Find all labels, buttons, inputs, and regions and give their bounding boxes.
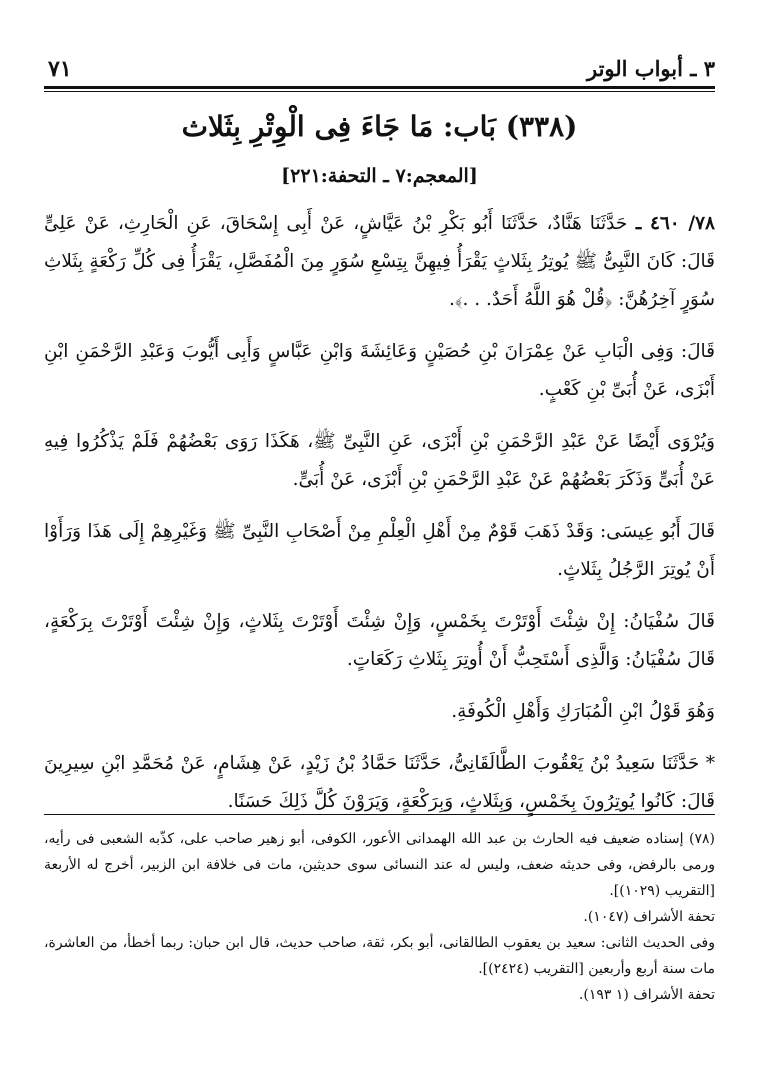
hadith-number: ٧٨/ ٤٦٠ ـ xyxy=(627,213,715,234)
footnotes xyxy=(44,826,715,1008)
commentary-paragraph: قَالَ: وَفِى الْبَابِ عَنْ عِمْرَانَ بْنِ حُصَيْنٍ وَعَائِشَةَ وَابْنِ عَبَّاسٍ وَأَبِى أَيُّوبَ وَعَبْدِ الرَّحْمَنِ ابْنِ أَبْزَى، عَنْ أُبَىِّ بْنِ كَعْبٍ. xyxy=(44,341,715,400)
footnote: (٧٨) إسناده ضعيف فيه الحارث بن عبد الله الهمدانى الأعور، الكوفى، أبو زهير صاحب على، كذّبه الشعبى فى رأيه، ورمى بالرفض، وفى حديثه ضعف، وليس له عند النسائى سوى حديثين، مات فى خلافة ابن الزبير، أخرج له الأربعة [التقريب (١٠٢٩)]. xyxy=(44,831,715,899)
commentary-paragraph: وَهُوَ قَوْلُ ابْنِ الْمُبَارَكِ وَأَهْلِ الْكُوفَةِ. xyxy=(451,701,715,722)
footnote: تحفة الأشراف (١ ١٩٣). xyxy=(578,987,715,1003)
commentary-paragraph: وَيُرْوَى أَيْضًا عَنْ عَبْدِ الرَّحْمَنِ بْنِ أَبْزَى، عَنِ النَّبِىِّ ﷺ، هَكَذَا رَوَى بَعْضُهُمْ فَلَمْ يَذْكُرُوا فِيهِ عَنْ أُبَىٍّ وَذَكَرَ بَعْضُهُمْ عَنْ عَبْدِ الرَّحْمَنِ بْنِ أَبْزَى، عَنْ أُبَىٍّ. xyxy=(44,431,715,490)
page-number: ٧١ xyxy=(48,56,72,82)
reference-line: [المعجم:٧ ـ التحفة:٢٢١] xyxy=(281,165,478,187)
hadith-paragraph: * حَدَّثَنَا سَعِيدُ بْنُ يَعْقُوبَ الطَّالَقَانِىُّ، حَدَّثَنَا حَمَّادُ بْنُ زَيْدٍ، عَنْ هِشَامٍ، عَنْ مُحَمَّدِ ابْنِ سِيرِينَ قَالَ: كَانُوا يُوتِرُونَ بِخَمْسٍ، وَبِثَلاثٍ، وَبِرَكْعَةٍ، وَيَرَوْنَ كُلَّ ذَلِكَ حَسَنًا. xyxy=(44,753,715,812)
footnote: تحفة الأشراف (١٠٤٧). xyxy=(583,909,715,925)
commentary-paragraph: قَالَ أَبُو عِيسَى: وَقَدْ ذَهَبَ قَوْمٌ مِنْ أَهْلِ الْعِلْمِ مِنْ أَصْحَابِ النَّبِىِّ ﷺ وَغَيْرِهِمْ إِلَى هَذَا وَرَأَوْا أَنْ يُوتِرَ الرَّجُلُ بِثَلاثٍ. xyxy=(44,521,715,580)
page-header xyxy=(44,52,715,86)
main-text xyxy=(44,205,715,835)
footnote: وفى الحديث الثانى: سعيد بن يعقوب الطالقانى، أبو بكر، ثقة، صاحب حديث، قال ابن حبان: ربما أخطأ، من العاشرة، مات سنة أربع وأربعين [التقريب (٢٤٢٤)]. xyxy=(44,935,715,977)
chapter-title: (٣٣٨) بَاب: مَا جَاءَ فِى الْوِتْرِ بِثَلاث xyxy=(181,110,578,143)
hadith-paragraph xyxy=(44,205,715,319)
header-rule xyxy=(44,86,715,92)
commentary-paragraph: قَالَ سُفْيَانُ: إِنْ شِئْتَ أَوْتَرْتَ بِخَمْسٍ، وَإِنْ شِئْتَ أَوْتَرْتَ بِثَلاثٍ، وَإِنْ شِئْتَ أَوْتَرْتَ بِرَكْعَةٍ، قَالَ سُفْيَانُ: وَالَّذِى أَسْتَحِبُّ أَنْ أُوتِرَ بِثَلاثِ رَكَعَاتٍ. xyxy=(44,611,715,670)
hadith-text: حَدَّثَنَا هَنَّادٌ، حَدَّثَنَا أَبُو بَكْرِ بْنُ عَيَّاشٍ، عَنْ أَبِى إِسْحَاقَ، عَنِ الْحَارِثِ، عَنْ عَلِىٍّ قَالَ: كَانَ النَّبِىُّ ﷺ يُوتِرُ بِثَلاثٍ يَقْرَأُ فِيهِنَّ بِتِسْعِ سُوَرٍ مِنَ الْمُفَصَّلِ، يَقْرَأُ فِى كُلِّ رَكْعَةٍ بِثَلاثِ سُوَرٍ آخِرُهُنَّ: ﴿قُلْ هُوَ اللَّهُ أَحَدٌ. . .﴾. xyxy=(44,213,715,310)
running-title: ٣ ـ أبواب الوتر xyxy=(586,56,715,81)
footnote-rule xyxy=(44,814,715,815)
